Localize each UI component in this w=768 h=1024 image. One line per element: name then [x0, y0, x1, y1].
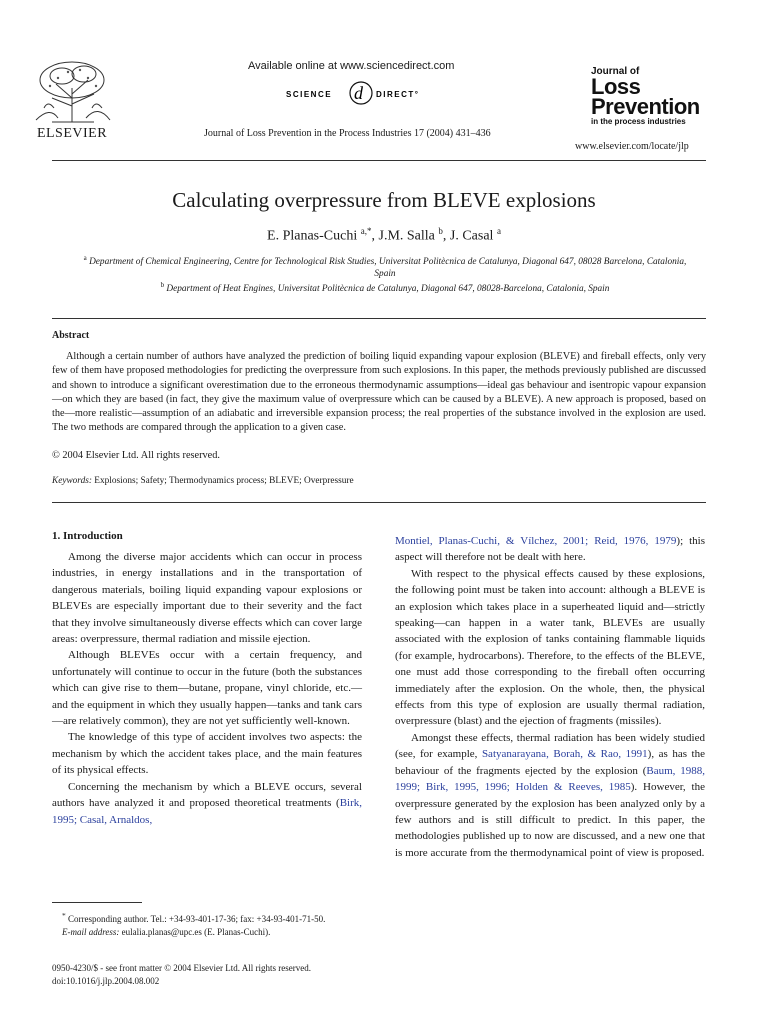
citation-link[interactable]: Satyanarayana, Borah, & Rao, 1991: [481, 748, 648, 761]
paragraph-text: ); this aspect will therefore not be dealt with here.: [395, 535, 705, 564]
article-title: Calculating overpressure from BLEVE explosions: [172, 188, 596, 212]
abstract-body: Although a certain number of authors have analyzed the prediction of boiling liquid expanding vapour explosion (BLEVE) and fireball effects, only very few of them have proposed methodologies for predicting the overpressure from such explosions. In this paper, the methods previously published are discussed and shown to introduce a significant overestimation due to the erroneous thermodynamic assumptions—ideal gas behaviour and isentropic vapour expansion—on which they are based (in fact, they give the maximum value of overpressure which can be caused by a BLEVE). A new approach is proposed, based on the—more realistic—assumption of an adiabatic and irreversible expansion process; the real properties of the substance involved in the explosion are used. The two methods are compared through the application to a given case.: [52, 351, 706, 434]
paragraph: Among the diverse major accidents which can occur in process industries, in energy installations and in the transportation of dangerous materials, boiling liquid expanding vapour explosions or BLEVEs are especially important due to their severity and the fact that they involve simultaneously diverse effects which can cover large areas: overpressure, thermal radiation and missile ejection.: [52, 551, 362, 646]
sciencedirect-at-icon: [286, 78, 446, 108]
author-name: E. Planas-Cuchi: [267, 228, 358, 244]
author-affiliation-mark[interactable]: a: [496, 226, 501, 236]
author-name: J. Casal: [449, 228, 494, 244]
journal-logo-line3: Prevention: [591, 94, 700, 119]
publisher-name: ELSEVIER: [36, 126, 108, 141]
journal-logo-line4: in the process industries: [591, 117, 686, 126]
keywords-label: Keywords:: [52, 476, 92, 486]
doi-line[interactable]: doi:10.1016/j.jlp.2004.08.002: [52, 975, 160, 986]
affiliation-text: Department of Chemical Engineering, Centre for Technological Risk Studies, Universitat Politècnica de Catalunya, Diagonal 647, 08028 Barcelona, Catalonia, Spain: [89, 257, 687, 280]
footnote: [52, 910, 364, 938]
abstract-divider: [52, 318, 706, 319]
footnote-divider: [52, 902, 142, 903]
journal-logo: [591, 66, 711, 127]
section-heading-introduction: 1. Introduction: [52, 530, 123, 542]
paragraph: Although BLEVEs occur with a certain frequency, and unfortunately will continue to occur in the future (both the substances which can give rise to them—butane, propane, vinyl chloride, etc.—and the equipment in which they usually happen—tanks and tank cars—are relatively common), they are not yet sufficiently well-known.: [52, 649, 362, 728]
paragraph: [395, 730, 705, 861]
citation-link[interactable]: Baum, 1988, 1999; Birk, 1995, 1996; Holden & Reeves, 1985: [395, 764, 705, 794]
affiliation-a: [80, 252, 690, 280]
paragraph-text: ), as has the behaviour of the fragments ejected by the explosion (: [395, 748, 705, 777]
sd-science-text: SCIENCE: [286, 90, 333, 99]
email-address[interactable]: eulalia.planas@upc.es (E. Planas-Cuchi).: [121, 926, 271, 937]
footnote-mark: *: [62, 911, 66, 920]
paragraph: [395, 533, 705, 566]
footnote-text: Corresponding author. Tel.: +34-93-401-17-36; fax: +34-93-401-71-50.: [68, 914, 326, 924]
sd-direct-text: DIRECT°: [376, 90, 420, 99]
author-affiliation-mark[interactable]: a,*: [360, 226, 372, 236]
journal-logo-line1: Journal of: [591, 66, 640, 77]
keywords-line: [52, 476, 354, 486]
author-list: E. Planas-Cuchi $^{a,*}$, J.M. Salla $^b$, J. Casal $^a$: [267, 226, 501, 244]
issn-line: 0950-4230/$ - see front matter © 2004 Elsevier Ltd. All rights reserved.: [52, 963, 312, 973]
svg-text:d: d: [354, 83, 363, 103]
corresponding-author-note: [52, 910, 364, 926]
front-matter: [52, 962, 311, 987]
left-column: [52, 549, 362, 828]
paragraph: With respect to the physical effects caused by these explosions, the following point must be taken into account: although a BLEVE is an explosion which takes place in a superheated liquid and—strictly speaking—can happen in a water tank, BLEVEs are usually associated with the explosion of tanks containing flammable liquids (for example, hydrocarbons). Therefore, to the effects of the BLEVE, one must add those corresponding to the fireball often occurring immediately after the explosion. On the whole, then, the physical effects from this type of explosion are usually thermal radiation, overpressure (blast) and the ejection of fragments (missiles).: [395, 567, 705, 728]
paragraph: [52, 779, 362, 828]
affiliation-text: Department of Heat Engines, Universitat Politècnica de Catalunya, Diagonal 647, 08028-Barcelona, Catalonia, Spain: [166, 284, 610, 295]
affiliation-b: [80, 279, 690, 295]
right-column: [395, 533, 705, 861]
paragraph-text: Concerning the mechanism by which a BLEVE occurs, several authors have analyzed it and proposed theoretical treatments (: [52, 780, 362, 810]
email-label: E-mail address:: [62, 926, 120, 937]
affiliation-mark: b: [160, 281, 165, 289]
paragraph: The knowledge of this type of accident involves two aspects: the mechanism by which the accident takes place, and the main features of its physical effects.: [52, 731, 362, 777]
keywords-divider: [52, 502, 706, 503]
affiliation-mark: a: [83, 254, 87, 262]
available-online-text: Available online at www.sciencedirect.com: [248, 60, 455, 72]
keywords-text: Explosions; Safety; Thermodynamics process; BLEVE; Overpressure: [94, 476, 354, 486]
paragraph-text: ). However, the overpressure generated by the explosion has been analyzed only by a few authors and is still difficult to predict. In this paper, the methodologies published up to now are discussed, and a new one that is more accurate from the thermodynamical point of view is proposed.: [395, 781, 705, 859]
author-affiliation-mark[interactable]: b: [438, 226, 443, 236]
citation-link[interactable]: Montiel, Planas-Cuchi, & Vílchez, 2001; Reid, 1976, 1979: [395, 535, 677, 547]
journal-reference: Journal of Loss Prevention in the Process Industries 17 (2004) 431–436: [204, 128, 491, 139]
journal-logo-line2: Loss: [591, 74, 641, 99]
abstract-heading: Abstract: [52, 330, 90, 341]
header-divider: [52, 160, 706, 161]
citation-link[interactable]: Birk, 1995; Casal, Arnaldos,: [52, 797, 362, 826]
journal-url-link[interactable]: www.elsevier.com/locate/jlp: [575, 141, 689, 152]
email-note: [52, 926, 364, 939]
author-name: J.M. Salla: [378, 228, 435, 244]
abstract-copyright: © 2004 Elsevier Ltd. All rights reserved.: [52, 450, 220, 461]
paragraph-text: Amongst these effects, thermal radiation has been widely studied (see, for example,: [395, 731, 705, 761]
